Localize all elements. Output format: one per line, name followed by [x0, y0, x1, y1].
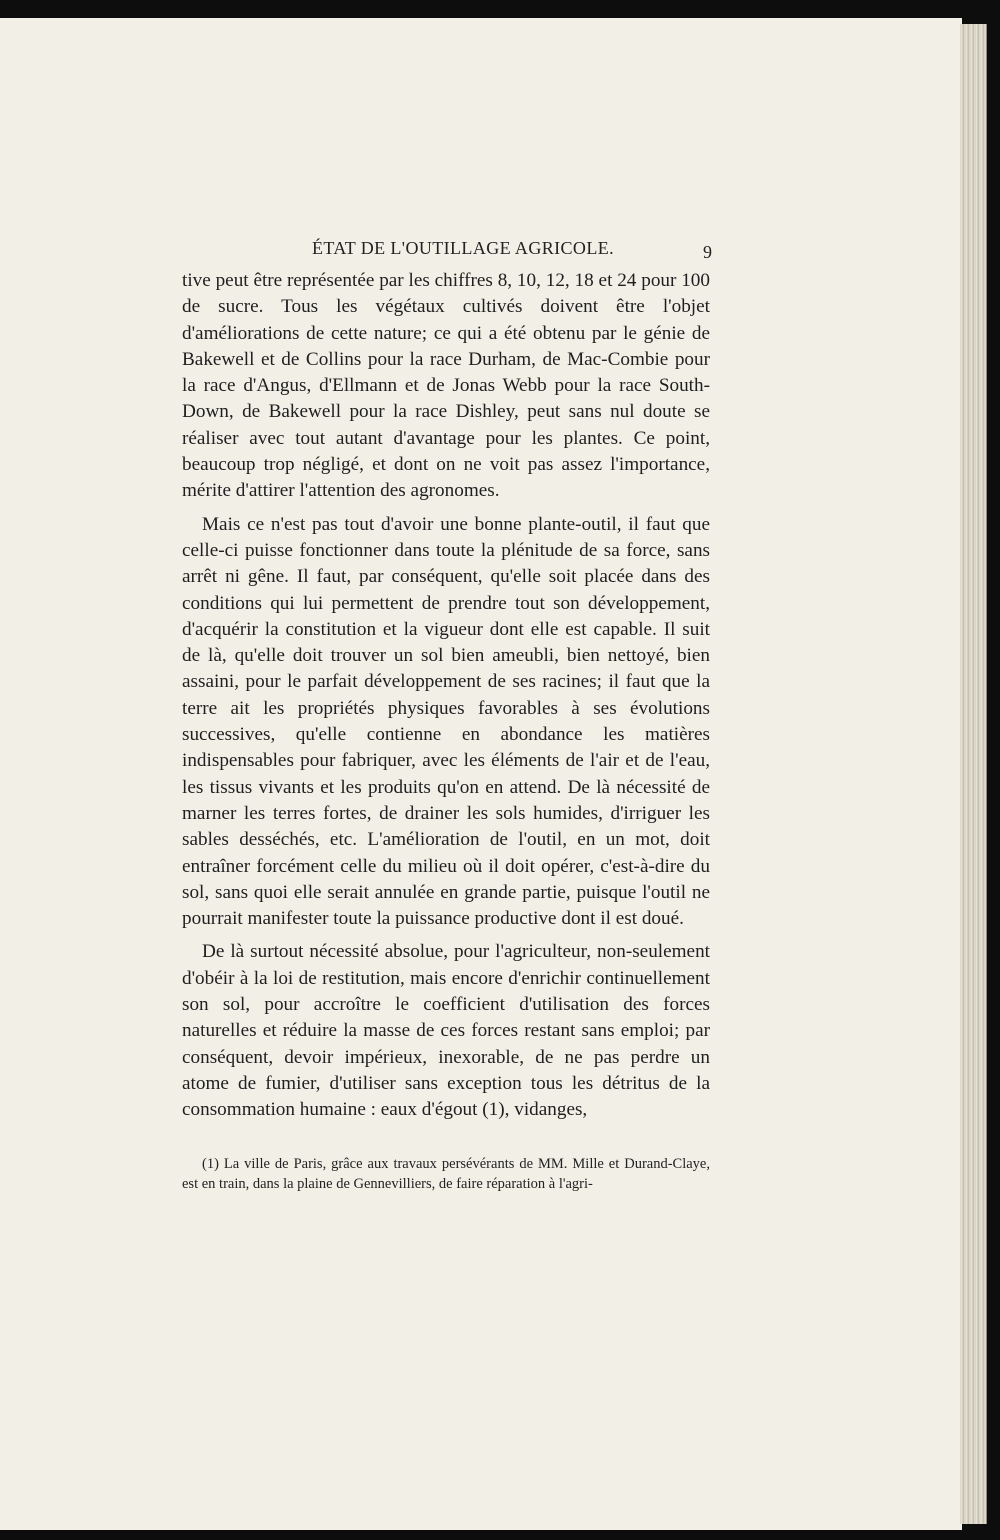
page-number: 9 — [703, 242, 712, 262]
body-text — [182, 268, 710, 1131]
paragraph: tive peut être représentée par les chiffres 8, 10, 12, 18 et 24 pour 100 de sucre. Tous les végétaux cultivés doivent être l'objet d'améliorations de cette nature; ce qui a été obtenu par le génie de Bakewell et de Collins pour la race Durham, de Mac-Combie pour la race d'Angus, d'Ellmann et de Jonas Webb pour la race South-Down, de Bakewell pour la race Dishley, peut sans nul doute se réaliser avec tout autant d'avantage pour les plantes. Ce point, beaucoup trop négligé, et dont on ne voit pas assez l'importance, mérite d'attirer l'attention des agronomes. — [182, 270, 710, 502]
running-title: ÉTAT DE L'OUTILLAGE AGRICOLE. — [312, 238, 615, 258]
paragraph: Mais ce n'est pas tout d'avoir une bonne plante-outil, il faut que celle-ci puisse fonctionner dans toute la plénitude de sa force, sans arrêt ni gêne. Il faut, par conséquent, qu'elle soit placée dans des conditions qui lui permettent de prendre tout son développement, d'acquérir la constitution et la vigueur dont elle est capable. Il suit de là, qu'elle doit trouver un sol bien ameubli, bien nettoyé, bien assaini, pour le parfait développement de ses racines; il faut que la terre ait les propriétés physiques favorables à ses évolutions successives, qu'elle contienne en abondance les matières indispensables pour fabriquer, avec les éléments de l'air et de l'eau, les tissus vivants et les produits qu'on en attend. De là nécessité de marner les terres fortes, de drainer les sols humides, d'irriguer les sables desséchés, etc. L'amélioration de l'outil, en un mot, doit entraîner forcément celle du milieu où il doit opérer, c'est-à-dire du sol, sans quoi elle serait annulée en grande partie, puisque l'outil ne pourrait manifester toute la puissance productive dont il est doué. — [182, 513, 710, 930]
footnote: (1) La ville de Paris, grâce aux travaux persévérants de MM. Mille et Durand-Claye, est en train, dans la plaine de Gennevilliers, de faire réparation à l'agri- — [182, 1156, 710, 1192]
paragraph: De là surtout nécessité absolue, pour l'agriculteur, non-seulement d'obéir à la loi de restitution, mais encore d'enrichir continuellement son sol, pour accroître le coefficient d'utilisation des forces naturelles et réduire la masse de ces forces restant sans emploi; par conséquent, devoir impérieux, inexorable, de ne pas perdre un atome de fumier, d'utiliser sans exception tous les détritus de la consommation humaine : eaux d'égout (1), vidanges, — [182, 941, 710, 1121]
page-edges — [960, 24, 987, 1524]
page-header — [200, 238, 720, 264]
